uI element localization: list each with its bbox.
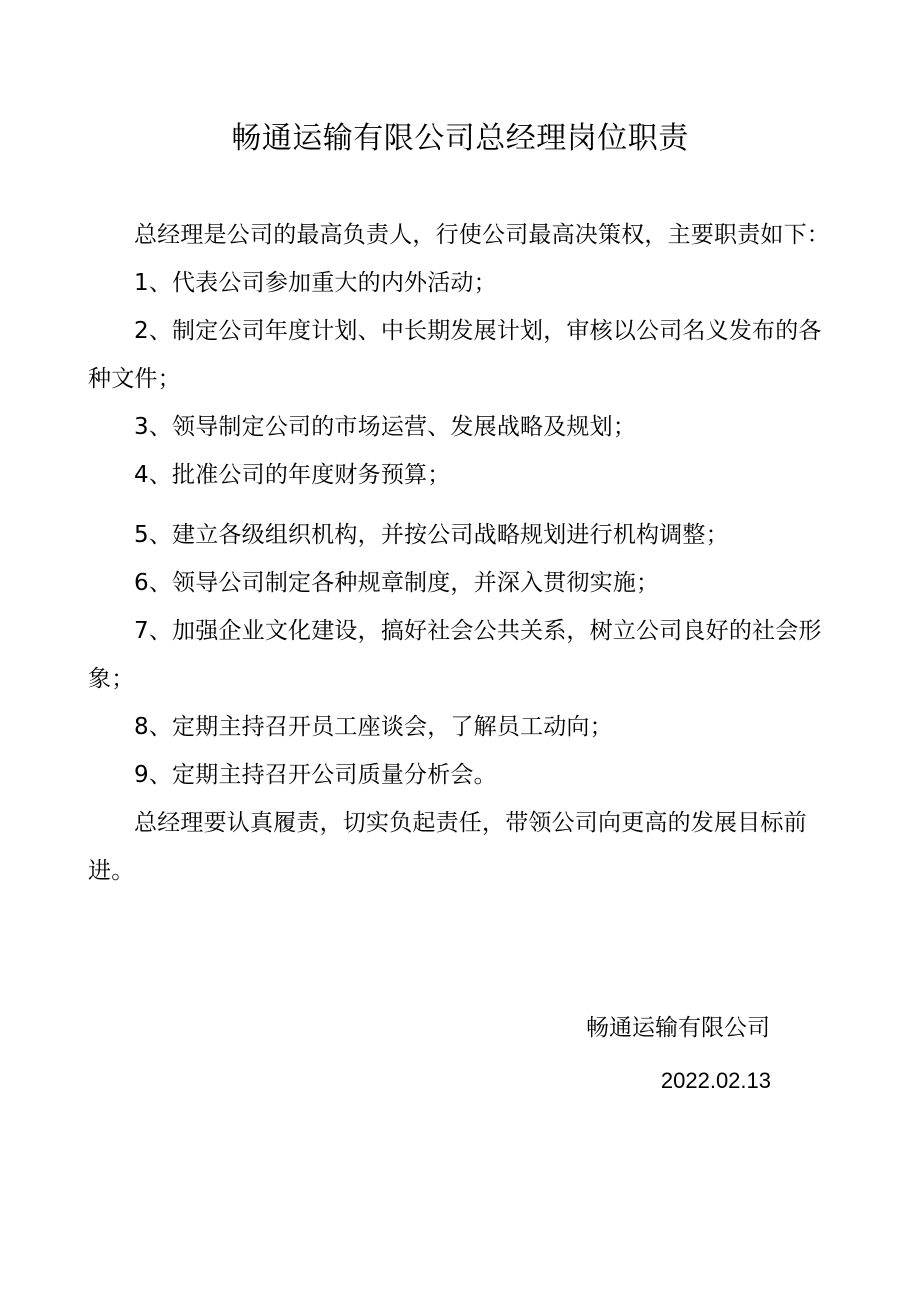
duty-item-9: 9、定期主持召开公司质量分析会。 <box>134 762 497 788</box>
document-body <box>88 211 833 895</box>
duty-item-4: 4、批准公司的年度财务预算； <box>134 462 451 488</box>
document-date: 2022.02.13 <box>660 1068 771 1093</box>
duty-item-8: 8、定期主持召开员工座谈会，了解员工动向； <box>134 714 613 740</box>
duty-item-6: 6、领导公司制定各种规章制度，并深入贯彻实施； <box>134 570 660 596</box>
duty-item-3: 3、领导制定公司的市场运营、发展战略及规划； <box>134 414 637 440</box>
duty-item-1: 1、代表公司参加重大的内外活动； <box>134 270 497 296</box>
duty-item-7: 7、加强企业文化建设，搞好社会公共关系，树立公司良好的社会形象； <box>88 618 822 692</box>
document-title: 畅通运输有限公司总经理岗位职责 <box>231 121 689 156</box>
duty-item-5: 5、建立各级组织机构，并按公司战略规划进行机构调整； <box>134 522 729 548</box>
company-signature: 畅通运输有限公司 <box>586 1015 770 1041</box>
intro-paragraph: 总经理是公司的最高负责人，行使公司最高决策权，主要职责如下： <box>134 222 830 248</box>
duty-item-2: 2、制定公司年度计划、中长期发展计划，审核以公司名义发布的各种文件； <box>88 318 822 392</box>
closing-paragraph: 总经理要认真履责，切实负起责任，带领公司向更高的发展目标前进。 <box>88 810 807 884</box>
